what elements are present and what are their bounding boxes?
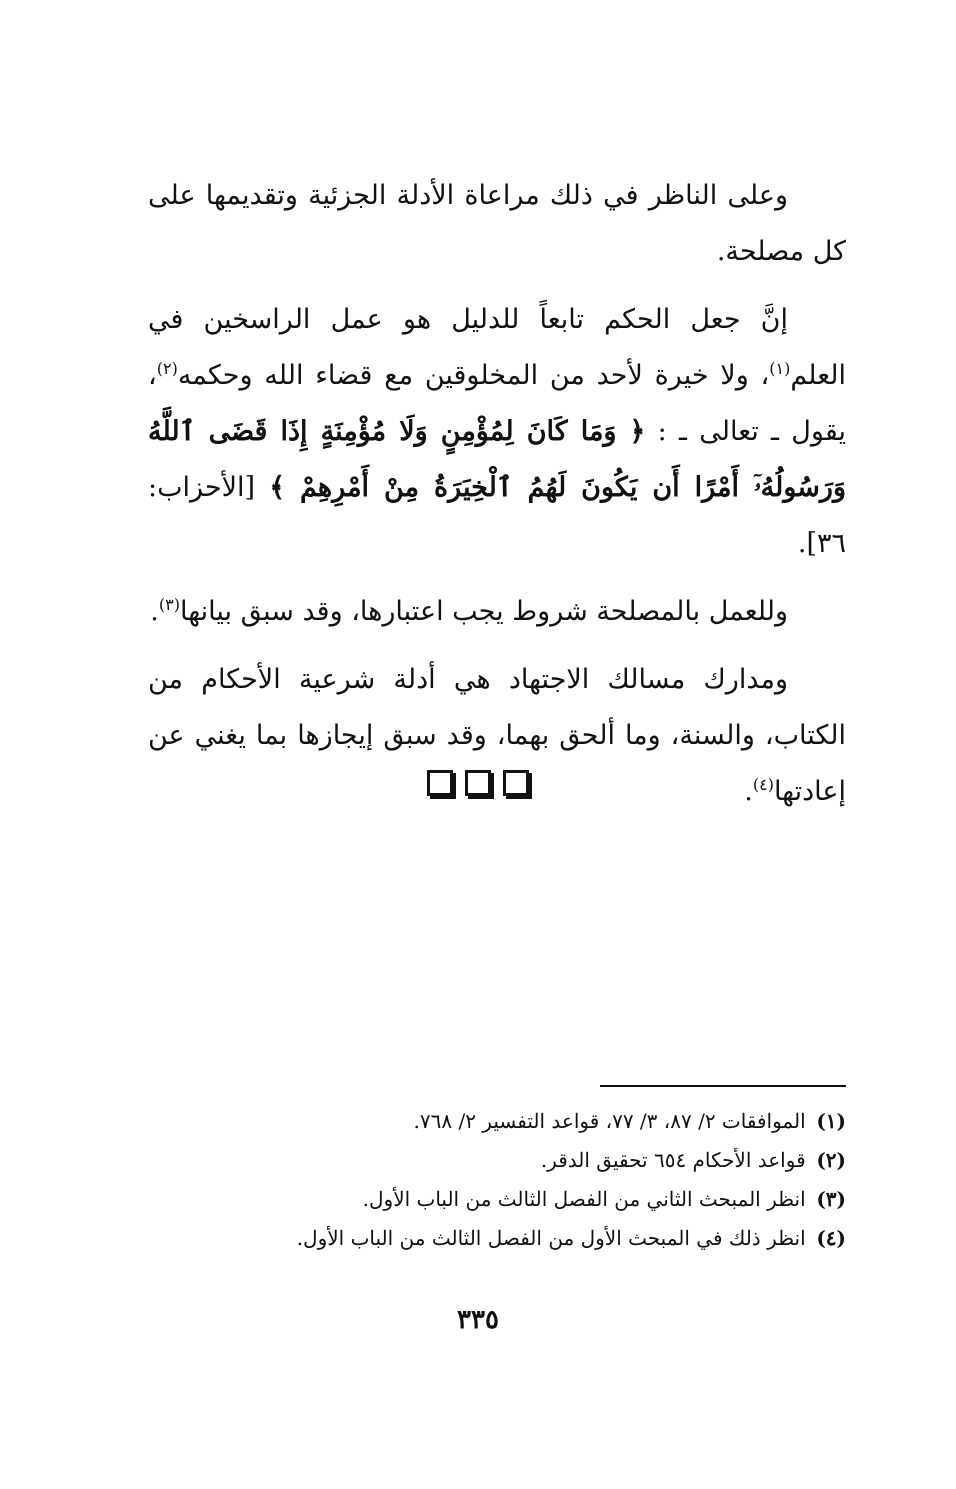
footnote-1 [148,1102,846,1141]
footnotes [148,1102,846,1258]
footnote-3 [148,1180,846,1219]
paragraph-2-text-a: إنَّ جعل الحكم تابعاً للدليل هو عمل الراسخين في العلم [148,304,846,391]
square-ornament-icon [465,770,491,796]
footnote-2 [148,1141,846,1180]
paragraph-3-tail: . [150,596,159,627]
section-separator [0,770,956,796]
paragraph-2 [148,292,846,572]
paragraph-3 [148,584,846,640]
paragraph-3-text: وللعمل بالمصلحة شروط يجب اعتبارها، وقد سبق بيانها [179,596,788,627]
paragraph-2-text-b: ، ولا خيرة لأحد من المخلوقين مع قضاء الله وحكمه [177,360,770,391]
footnote-text: الموافقات ٢/ ٨٧، ٣/ ٧٧، قواعد التفسير ٢/ ٧٦٨. [413,1109,806,1133]
footnote-divider [600,1085,846,1087]
verse-citation: [الأحزاب: ٣٦]. [148,472,846,559]
square-ornament-icon [503,770,529,796]
footnote-ref-1[interactable]: (١) [769,359,791,378]
main-text [148,168,846,832]
paragraph-4-text: ومدارك مسالك الاجتهاد هي أدلة شرعية الأحكام من الكتاب، والسنة، وما ألحق بهما، وقد سبق إيجازها بما يغني عن إعادتها [148,664,846,807]
footnote-ref-2[interactable]: (٢) [156,359,178,378]
footnote-number: (٢) [816,1148,846,1172]
quran-verse: ﴿ وَمَا كَانَ لِمُؤْمِنٍ وَلَا مُؤْمِنَةٍ إِذَا قَضَى ٱللَّهُ وَرَسُولُهُۥٓ أَمْرًا أَن يَكُونَ لَهُمُ ٱلْخِيَرَةُ مِنْ أَمْرِهِمْ ﴾ [148,416,847,503]
footnote-ref-4[interactable]: (٤) [752,775,774,794]
page-number: ٣٣٥ [457,1305,499,1335]
footnote-number: (٤) [816,1226,846,1250]
footnote-ref-3[interactable]: (٣) [158,595,180,614]
paragraph-1-text: وعلى الناظر في ذلك مراعاة الأدلة الجزئية وتقديمها على كل مصلحة. [148,180,846,267]
paragraph-4-tail: . [744,776,753,807]
footnote-text: قواعد الأحكام ٦٥٤ تحقيق الدقر. [540,1148,806,1172]
footnote-number: (١) [816,1109,846,1133]
footnote-number: (٣) [816,1187,846,1211]
paragraph-1 [148,168,846,280]
footnote-text: انظر المبحث الثاني من الفصل الثالث من الباب الأول. [362,1187,806,1211]
paragraph-2-text-c: ، يقول ـ تعالى ـ : [148,360,846,447]
footnote-4 [148,1219,846,1258]
square-ornament-icon [427,770,453,796]
footnote-text: انظر ذلك في المبحث الأول من الفصل الثالث من الباب الأول. [296,1226,806,1250]
